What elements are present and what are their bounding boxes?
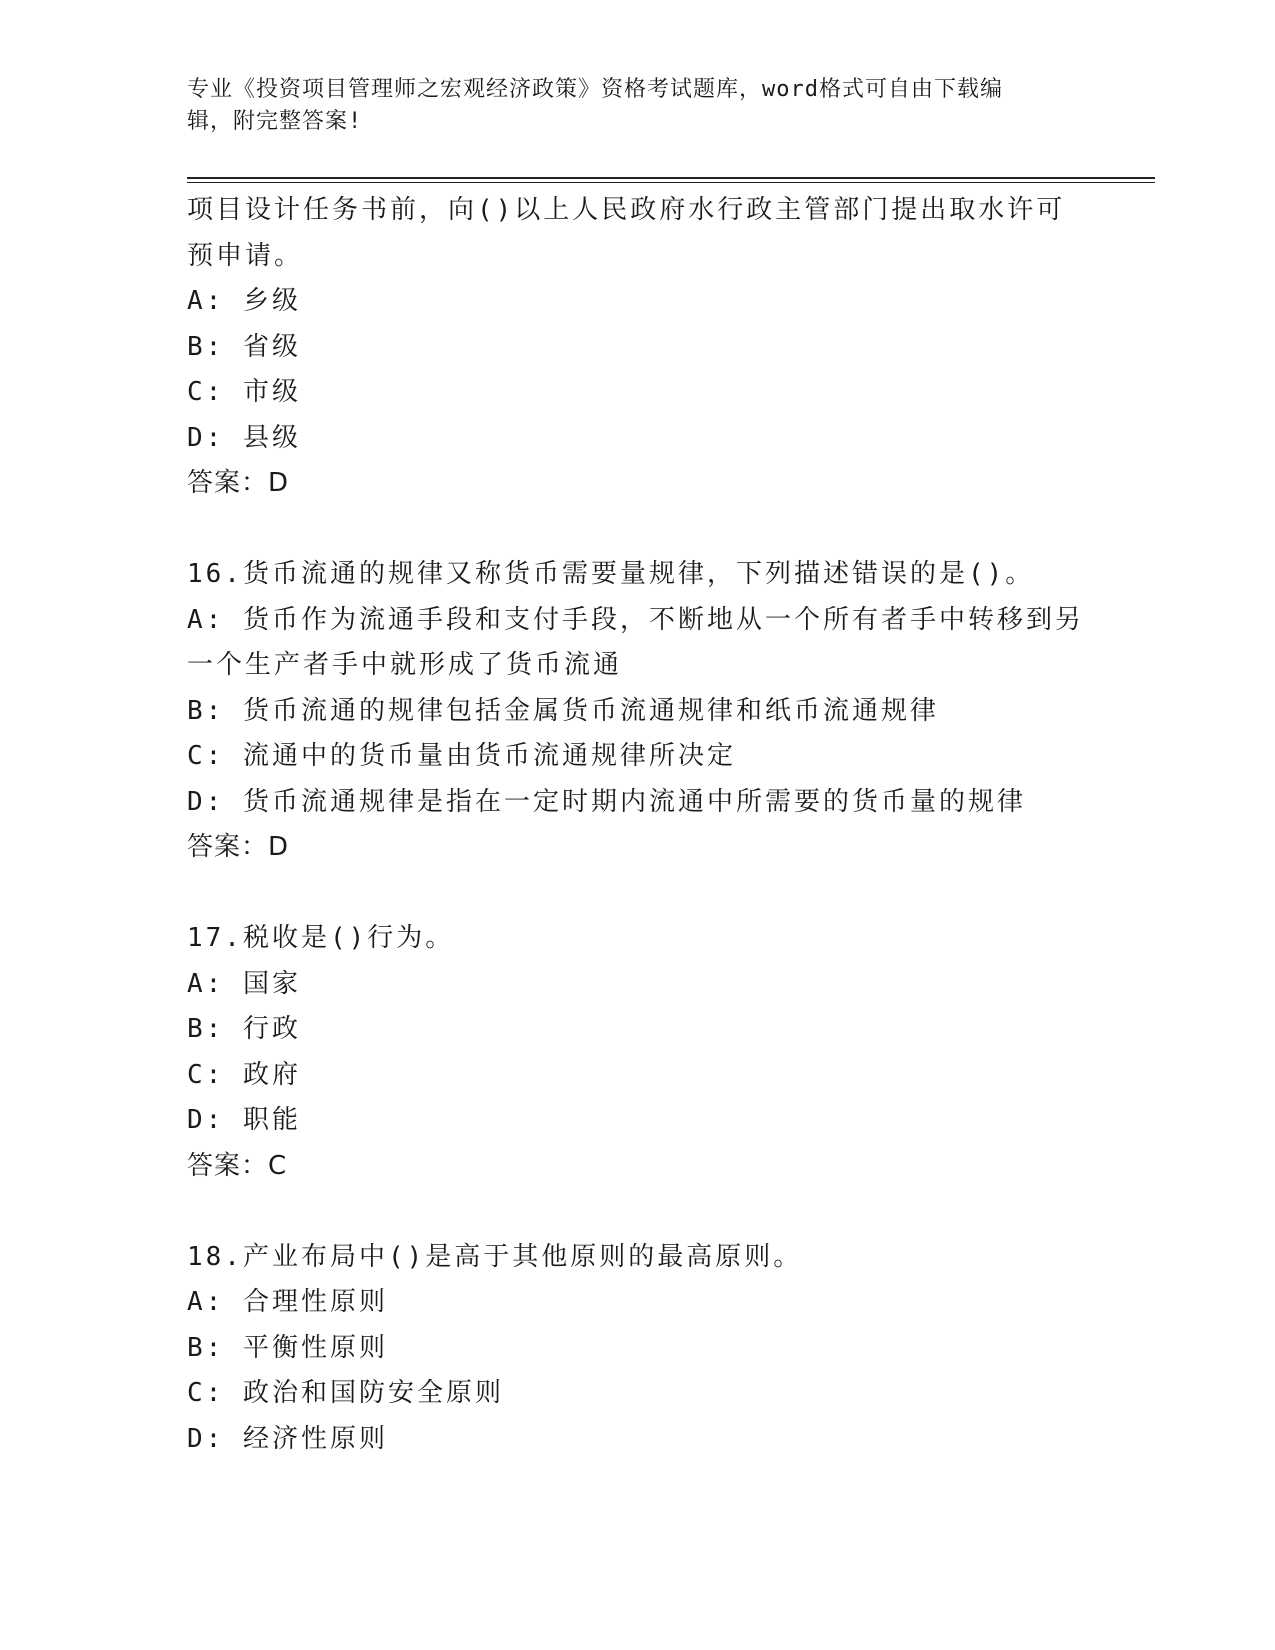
option-a: A: 国家 bbox=[187, 968, 301, 999]
spacer bbox=[187, 507, 1087, 553]
question-stem: 项目设计任务书前，向()以上人民政府水行政主管部门提出取水许可 bbox=[187, 195, 1066, 225]
question-stem-continued: 预申请。 bbox=[187, 240, 304, 271]
header-divider-thick bbox=[187, 177, 1155, 179]
option-d: D: 货币流通规律是指在一定时期内流通中所需要的货币量的规律 bbox=[187, 786, 1026, 817]
option-b: B: 平衡性原则 bbox=[187, 1332, 388, 1363]
question-stem: 18.产业布局中()是高于其他原则的最高原则。 bbox=[187, 1241, 803, 1272]
option-d: D: 经济性原则 bbox=[187, 1423, 388, 1454]
option-a: A: 货币作为流通手段和支付手段，不断地从一个所有者手中转移到另 bbox=[187, 604, 1084, 635]
option-c: C: 流通中的货币量由货币流通规律所决定 bbox=[187, 741, 736, 771]
spacer bbox=[187, 871, 1087, 917]
answer: 答案：C bbox=[187, 1150, 288, 1181]
option-c: C: 政治和国防安全原则 bbox=[187, 1378, 504, 1408]
question-18 bbox=[187, 1235, 1087, 1463]
question-15 bbox=[187, 188, 1087, 507]
option-b: B: 行政 bbox=[187, 1014, 301, 1044]
question-17 bbox=[187, 916, 1087, 1189]
option-a: A: 合理性原则 bbox=[187, 1287, 388, 1317]
question-stem: 17.税收是()行为。 bbox=[187, 923, 455, 953]
header-divider-thin bbox=[187, 182, 1155, 183]
question-list bbox=[187, 188, 1087, 1462]
header-line-2: 辑，附完整答案! bbox=[187, 109, 363, 134]
answer: 答案：D bbox=[187, 468, 290, 498]
header-line-1: 专业《投资项目管理师之宏观经济政策》资格考试题库，word格式可自由下载编 bbox=[187, 77, 1003, 102]
document-header bbox=[187, 74, 1067, 138]
option-d: D: 职能 bbox=[187, 1105, 301, 1135]
option-d: D: 县级 bbox=[187, 422, 301, 453]
option-a: A: 乡级 bbox=[187, 286, 301, 316]
answer: 答案：D bbox=[187, 832, 290, 862]
option-c: C: 市级 bbox=[187, 377, 301, 407]
option-a-continued: 一个生产者手中就形成了货币流通 bbox=[187, 650, 623, 680]
question-stem: 16.货币流通的规律又称货币需要量规律，下列描述错误的是()。 bbox=[187, 559, 1035, 589]
spacer bbox=[187, 1189, 1087, 1235]
question-16 bbox=[187, 552, 1087, 871]
option-c: C: 政府 bbox=[187, 1059, 301, 1090]
option-b: B: 货币流通的规律包括金属货币流通规律和纸币流通规律 bbox=[187, 695, 939, 726]
option-b: B: 省级 bbox=[187, 331, 301, 362]
